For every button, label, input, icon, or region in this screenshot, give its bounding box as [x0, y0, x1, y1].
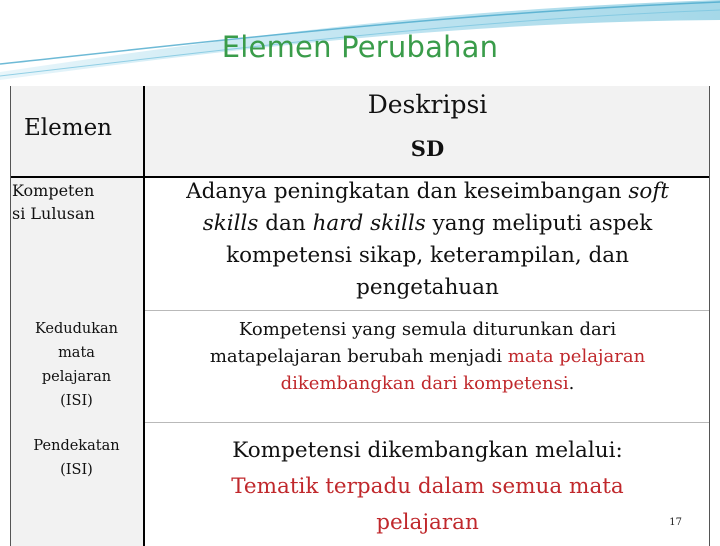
- row2-element: [10, 317, 143, 413]
- description-run: Kompetensi dikembangkan melalui:: [232, 438, 623, 463]
- description-run: Kompetensi yang semula diturunkan dari: [238, 319, 617, 340]
- comparison-table: [10, 86, 710, 546]
- description-line: [145, 505, 710, 541]
- row2-description: [145, 316, 710, 397]
- row1-element-line: Kompeten: [12, 181, 95, 200]
- description-run: skills: [202, 211, 259, 236]
- description-line: [145, 370, 710, 397]
- description-line: [145, 240, 710, 272]
- description-line: [145, 433, 710, 469]
- description-line: [145, 469, 710, 505]
- row1-description: [145, 176, 710, 304]
- description-run: pelajaran: [376, 510, 479, 535]
- row1-element: [12, 179, 95, 225]
- row3-element-line: (ISI): [60, 462, 93, 478]
- header-sd-label: SD: [410, 136, 445, 161]
- table-left-border: [10, 86, 11, 546]
- row2-element-line: (ISI): [60, 393, 93, 409]
- row2-element-line: pelajaran: [41, 369, 112, 385]
- row3-element-line: Pendekatan: [33, 438, 120, 454]
- header-description-label: Deskripsi: [367, 90, 488, 119]
- row3-description: [145, 433, 710, 541]
- description-run: Tematik terpadu dalam semua mata: [231, 474, 624, 499]
- slide-title: Elemen Perubahan: [221, 30, 499, 64]
- description-line: [145, 272, 710, 304]
- description-run: matapelajaran berubah menjadi: [209, 346, 508, 367]
- description-run: pengetahuan: [356, 275, 499, 300]
- description-run: dan: [258, 211, 313, 236]
- row2-element-line: mata: [58, 345, 95, 361]
- header-element-label: Elemen: [24, 115, 112, 141]
- page-number: 17: [669, 517, 682, 528]
- description-run: soft: [628, 179, 669, 204]
- description-line: [145, 343, 710, 370]
- description-run: .: [568, 373, 575, 394]
- row2-element-line: Kedudukan: [34, 321, 119, 337]
- description-line: [145, 316, 710, 343]
- table-right-border: [709, 86, 710, 546]
- description-run: hard skills: [312, 211, 426, 236]
- description-run: yang meliputi aspek: [425, 211, 653, 236]
- description-run: dikembangkan dari kompetensi: [280, 373, 569, 394]
- description-run: Adanya peningkatan dan keseimbangan: [186, 179, 629, 204]
- description-run: kompetensi sikap, keterampilan, dan: [226, 243, 629, 268]
- description-run: mata pelajaran: [507, 346, 646, 367]
- column-divider: [143, 86, 145, 546]
- row1-element-line: si Lulusan: [12, 204, 95, 223]
- row3-element: [10, 434, 143, 482]
- description-line: [145, 176, 710, 208]
- description-line: [145, 208, 710, 240]
